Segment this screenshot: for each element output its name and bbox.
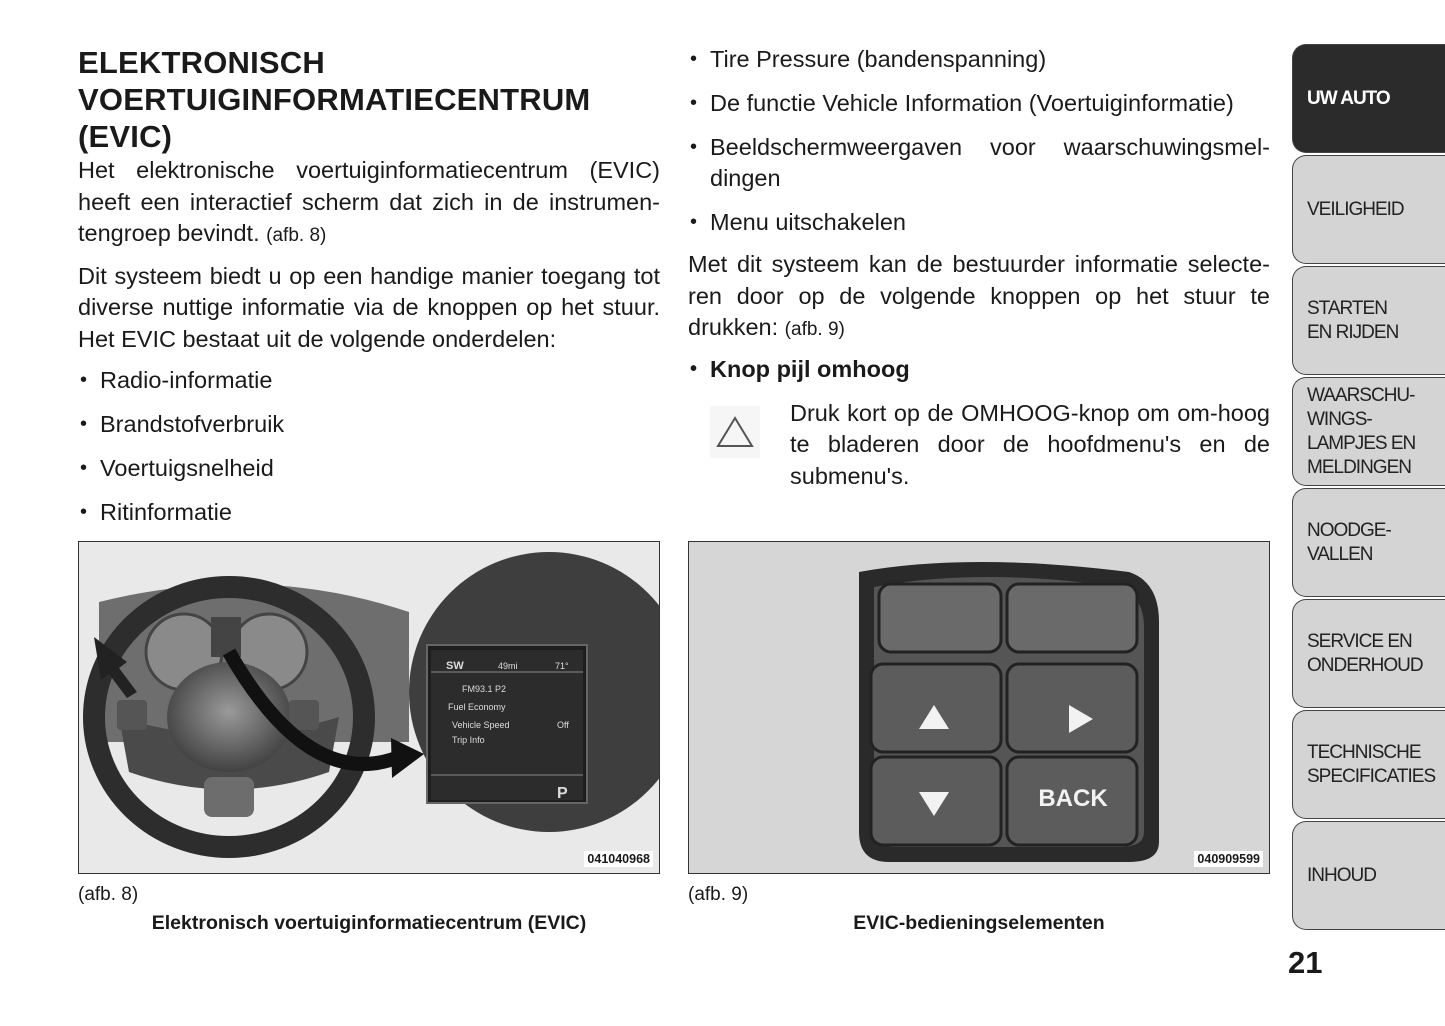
middle-column bbox=[688, 40, 1270, 492]
selection-text: Met dit systeem kan de bestuurder informatie selecte-ren door op de volgende knoppen op het stuur te drukken: bbox=[688, 251, 1270, 340]
up-button-note bbox=[688, 398, 1270, 493]
selection-paragraph bbox=[688, 249, 1270, 346]
list-item: • Beeldschermweergaven voor waarschuwingsmel-dingen bbox=[688, 132, 1270, 194]
section-title bbox=[78, 44, 660, 155]
tab-service-en-onderhoud[interactable]: SERVICE EN ONDERHOUD bbox=[1292, 599, 1445, 708]
figure-9-evic-controls bbox=[688, 541, 1270, 874]
evic-screen-top-right: 71° bbox=[555, 661, 569, 671]
figure-8-ref: (afb. 8) bbox=[78, 884, 139, 905]
list-item: • Ritinformatie bbox=[78, 497, 660, 528]
list-item: • Menu uitschakelen bbox=[688, 207, 1270, 238]
figure-code: 040909599 bbox=[1194, 851, 1263, 867]
list-item: • Radio-informatie bbox=[78, 365, 660, 396]
list-item: • Brandstofverbruik bbox=[78, 409, 660, 440]
figure-ref-8: (afb. 8) bbox=[266, 225, 327, 246]
intro-text: Het elektronische voertuiginformatiecentrum (EVIC) heeft een interactief scherm dat zich in de instrumen-tengroep bevindt. bbox=[78, 157, 660, 246]
tab-veiligheid[interactable]: VEILIGHEID bbox=[1292, 155, 1445, 264]
tab-noodgevallen[interactable]: NOODGE- VALLEN bbox=[1292, 488, 1445, 597]
tab-waarschuwingslampjes[interactable]: WAARSCHU- WINGS- LAMPJES EN MELDINGEN bbox=[1292, 377, 1445, 486]
evic-screen-line-4: Trip Info bbox=[452, 735, 485, 745]
evic-screen-line-2: Fuel Economy bbox=[448, 702, 506, 712]
list-item: • Tire Pressure (bandenspanning) bbox=[688, 44, 1270, 75]
component-list bbox=[78, 365, 660, 528]
evic-screen-gear: P bbox=[557, 785, 568, 802]
figure-8-caption: Elektronisch voertuiginformatiecentrum (EVIC) bbox=[151, 912, 587, 934]
title-line-2: VOERTUIGINFORMATIECENTRUM bbox=[78, 82, 591, 117]
back-button-label: BACK bbox=[1038, 785, 1108, 812]
evic-screen-top-left: SW bbox=[446, 660, 464, 672]
overview-paragraph: Dit systeem biedt u op een handige manier toegang tot diverse nuttige informatie via de knoppen op het stuur. Het EVIC bestaat uit de volgende onderdelen: bbox=[78, 262, 660, 352]
list-item: • Voertuigsnelheid bbox=[78, 453, 660, 484]
figure-ref-9: (afb. 9) bbox=[784, 319, 845, 340]
figure-8-steering-wheel bbox=[78, 541, 660, 874]
evic-screen-line-3: Vehicle Speed bbox=[452, 720, 510, 730]
tab-uw-auto[interactable]: UW AUTO bbox=[1292, 44, 1445, 153]
button-list bbox=[688, 354, 1270, 385]
chapter-tabs bbox=[1292, 44, 1445, 932]
list-item: • De functie Vehicle Information (Voertuiginformatie) bbox=[688, 88, 1270, 119]
title-line-1: ELEKTRONISCH bbox=[78, 45, 325, 80]
steering-wheel-illustration bbox=[79, 542, 659, 873]
evic-screen-top-mid: 49mi bbox=[498, 661, 518, 671]
tab-technische-specificaties[interactable]: TECHNISCHE SPECIFICATIES bbox=[1292, 710, 1445, 819]
tab-inhoud[interactable]: INHOUD bbox=[1292, 821, 1445, 930]
intro-paragraph bbox=[78, 155, 660, 252]
figure-9-ref: (afb. 9) bbox=[688, 884, 749, 905]
page-number: 21 bbox=[1288, 945, 1323, 980]
left-column bbox=[78, 40, 660, 541]
list-item-up-button: • Knop pijl omhoog bbox=[688, 354, 1270, 385]
evic-screen-line-1: FM93.1 P2 bbox=[462, 684, 507, 694]
note-text: Druk kort op de OMHOOG-knop om om-hoog te bladeren door de hoofdmenu's en de submenu's. bbox=[790, 399, 1270, 489]
component-list-continued bbox=[688, 44, 1270, 238]
evic-screen-line-3-value: Off bbox=[557, 720, 569, 730]
evic-controls-illustration bbox=[689, 542, 1269, 873]
figure-9-caption: EVIC-bedieningselementen bbox=[853, 912, 1105, 934]
figure-code: 041040968 bbox=[584, 851, 653, 867]
title-line-3: (EVIC) bbox=[78, 119, 173, 154]
triangle-up-icon bbox=[710, 406, 760, 458]
tab-starten-en-rijden[interactable]: STARTEN EN RIJDEN bbox=[1292, 266, 1445, 375]
